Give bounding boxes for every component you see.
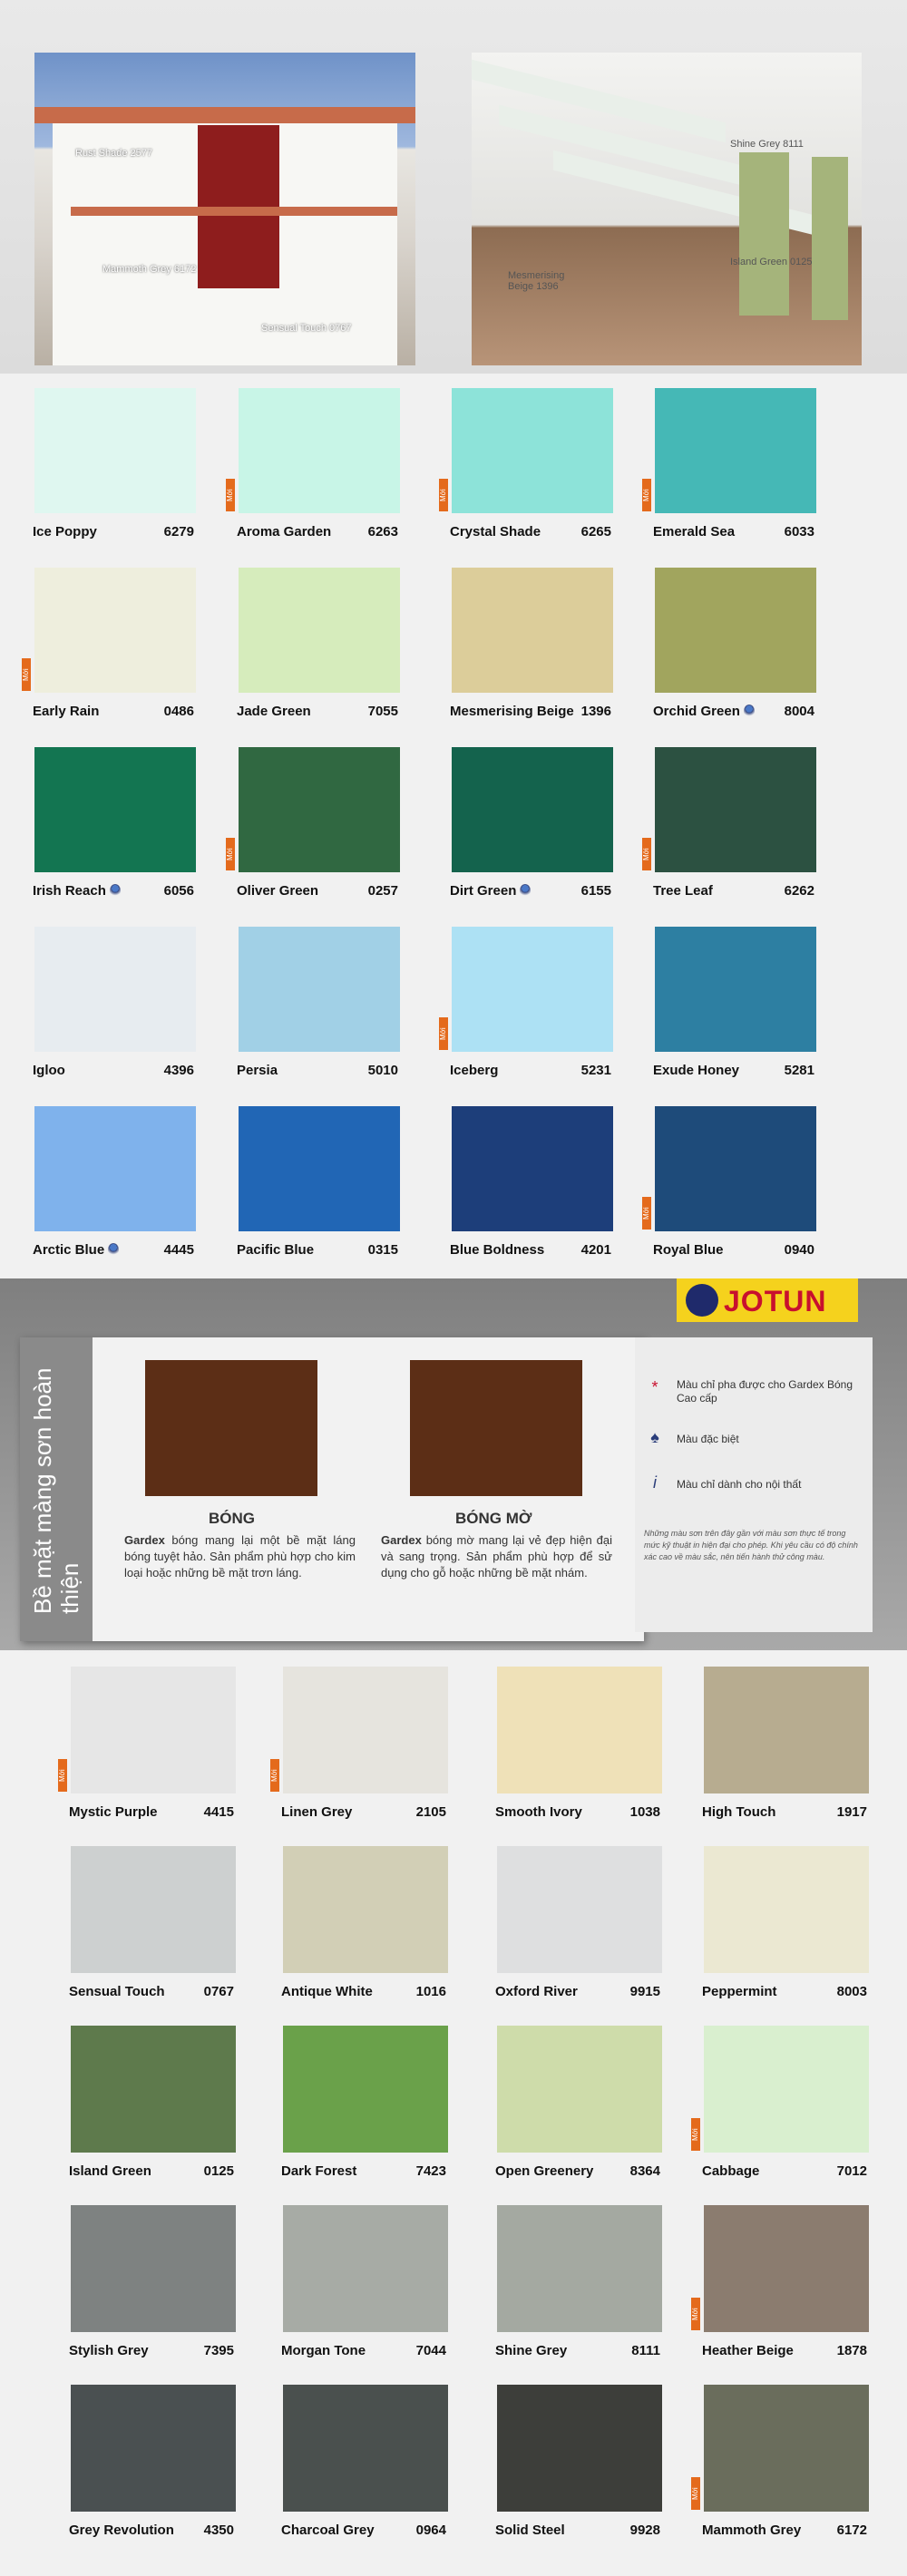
new-badge: Mới	[439, 1017, 448, 1050]
color-swatch[interactable]	[655, 1106, 816, 1231]
color-name-text: Orchid Green	[653, 704, 740, 719]
color-name-text: Oliver Green	[237, 883, 319, 899]
color-name-text: Iceberg	[450, 1063, 499, 1078]
color-code: 0486	[163, 704, 194, 719]
penguin-logo-icon	[686, 1284, 718, 1317]
color-swatch[interactable]	[283, 2205, 448, 2332]
color-name-text: Island Green	[69, 2163, 151, 2179]
color-name	[702, 1984, 777, 1999]
color-code: 0315	[367, 1242, 398, 1258]
color-name	[702, 2523, 801, 2538]
color-name	[69, 2343, 149, 2358]
color-name	[281, 2163, 356, 2179]
color-name	[653, 883, 713, 899]
photo-label: Rust Shade 2577	[75, 148, 153, 159]
color-swatch[interactable]	[239, 927, 400, 1052]
color-name	[702, 2163, 759, 2179]
color-name	[495, 2163, 593, 2179]
color-name	[495, 2343, 567, 2358]
matte-title: BÓNG MỜ	[455, 1510, 532, 1527]
penguin-icon: ♠	[650, 1428, 659, 1446]
color-swatch[interactable]	[704, 1667, 869, 1793]
color-code: 7012	[836, 2163, 867, 2179]
color-swatch[interactable]	[497, 1667, 662, 1793]
color-name	[450, 1063, 498, 1078]
color-name	[653, 524, 735, 540]
color-swatch[interactable]	[704, 2205, 869, 2332]
special-color-icon	[108, 1243, 119, 1256]
color-name	[281, 1984, 373, 1999]
photo-label: Shine Grey 8111	[730, 139, 804, 150]
color-swatch[interactable]	[71, 1846, 236, 1973]
color-swatch[interactable]	[239, 568, 400, 693]
color-swatch[interactable]	[497, 2026, 662, 2153]
color-name	[495, 2523, 565, 2538]
color-swatch[interactable]	[34, 927, 196, 1052]
color-code: 1396	[580, 704, 611, 719]
jotun-logo	[677, 1278, 858, 1322]
color-swatch[interactable]	[497, 2385, 662, 2512]
color-name	[237, 883, 318, 899]
color-swatch[interactable]	[655, 568, 816, 693]
green-wall	[812, 157, 848, 320]
logo-text: JOTUN	[724, 1285, 827, 1317]
color-code: 6279	[163, 524, 194, 540]
color-code: 7044	[415, 2343, 446, 2358]
exterior-house-photo	[34, 53, 415, 365]
matte-color-chip	[410, 1360, 582, 1496]
color-name-text: Exude Honey	[653, 1063, 740, 1078]
color-code: 4201	[580, 1242, 611, 1258]
asterisk-icon: *	[651, 1378, 658, 1396]
color-swatch[interactable]	[452, 568, 613, 693]
house-roof	[34, 107, 415, 123]
color-swatch[interactable]	[34, 747, 196, 872]
finish-card-side	[20, 1337, 93, 1641]
color-swatch[interactable]	[71, 2205, 236, 2332]
color-name-text: Royal Blue	[653, 1242, 724, 1258]
new-badge: Mới	[642, 1197, 651, 1230]
color-name-text: Sensual Touch	[69, 1984, 165, 1999]
color-name-text: Mammoth Grey	[702, 2523, 802, 2538]
color-name	[281, 1804, 352, 1820]
legend-panel	[635, 1337, 873, 1632]
color-code: 0767	[203, 1984, 234, 1999]
color-name-text: Solid Steel	[495, 2523, 565, 2538]
color-code: 6033	[784, 524, 814, 540]
color-code: 0257	[367, 883, 398, 899]
color-swatch[interactable]	[34, 568, 196, 693]
color-code: 6262	[784, 883, 814, 899]
color-name	[281, 2523, 375, 2538]
color-swatch[interactable]	[34, 388, 196, 513]
color-name-text: Heather Beige	[702, 2343, 794, 2358]
color-swatch[interactable]	[239, 388, 400, 513]
color-swatch[interactable]	[452, 927, 613, 1052]
color-name	[653, 704, 755, 719]
color-swatch[interactable]	[34, 1106, 196, 1231]
new-badge: Mới	[691, 2477, 700, 2510]
color-code: 1016	[415, 1984, 446, 1999]
color-name	[237, 704, 311, 719]
color-name-text: Oxford River	[495, 1984, 578, 1999]
gloss-brand: Gardex	[124, 1533, 165, 1547]
new-badge: Mới	[58, 1759, 67, 1792]
photo-label: Sensual Touch 0767	[261, 323, 352, 334]
matte-brand: Gardex	[381, 1533, 422, 1547]
color-code: 0125	[203, 2163, 234, 2179]
new-badge: Mới	[22, 658, 31, 691]
new-badge: Mới	[642, 479, 651, 511]
color-name-text: Blue Boldness	[450, 1242, 545, 1258]
color-name-text: Cabbage	[702, 2163, 760, 2179]
color-code: 4415	[203, 1804, 234, 1820]
color-name	[33, 1063, 65, 1078]
color-code: 8364	[629, 2163, 660, 2179]
color-name-text: Irish Reach	[33, 883, 106, 899]
info-icon: i	[653, 1473, 657, 1492]
gloss-title: BÓNG	[209, 1510, 255, 1527]
color-code: 2105	[415, 1804, 446, 1820]
new-badge: Mới	[439, 479, 448, 511]
color-name-text: Smooth Ivory	[495, 1804, 582, 1820]
color-code: 7055	[367, 704, 398, 719]
interior-room-photo	[472, 53, 862, 365]
color-code: 5010	[367, 1063, 398, 1078]
color-name	[450, 1242, 544, 1258]
color-name	[450, 883, 531, 899]
special-color-icon	[110, 884, 121, 897]
color-swatch[interactable]	[497, 1846, 662, 1973]
house-eave	[71, 207, 397, 216]
color-code: 6056	[163, 883, 194, 899]
color-name	[237, 1242, 314, 1258]
color-code: 1917	[836, 1804, 867, 1820]
color-name-text: Stylish Grey	[69, 2343, 149, 2358]
gloss-desc-text: bóng mang lại một bề mặt láng bóng tuyệt hảo. Sản phẩm phù hợp cho kim loại hoặc những bề mặt trơn láng.	[124, 1533, 356, 1580]
color-name-text: Early Rain	[33, 704, 100, 719]
color-name	[69, 1984, 165, 1999]
photo-label: Mesmerising Beige 1396	[508, 270, 565, 292]
color-code: 0940	[784, 1242, 814, 1258]
color-name	[281, 2343, 366, 2358]
color-name-text: Shine Grey	[495, 2343, 568, 2358]
new-badge: Mới	[691, 2118, 700, 2151]
gloss-color-chip	[145, 1360, 317, 1496]
color-swatch[interactable]	[704, 1846, 869, 1973]
color-name	[653, 1242, 724, 1258]
color-name-text: Pacific Blue	[237, 1242, 315, 1258]
color-code: 4350	[203, 2523, 234, 2538]
color-name	[495, 1804, 582, 1820]
photo-label: Mammoth Grey 6172	[102, 264, 197, 275]
legend-item: Màu chỉ dành cho nội thất	[677, 1478, 802, 1491]
new-badge: Mới	[226, 838, 235, 870]
color-name	[69, 2163, 151, 2179]
color-name-text: Crystal Shade	[450, 524, 541, 540]
color-code: 0964	[415, 2523, 446, 2538]
color-name-text: Peppermint	[702, 1984, 777, 1999]
color-code: 9915	[629, 1984, 660, 1999]
new-badge: Mới	[270, 1759, 279, 1792]
color-swatch[interactable]	[239, 1106, 400, 1231]
color-code: 5231	[580, 1063, 611, 1078]
color-name-text: Morgan Tone	[281, 2343, 366, 2358]
new-badge: Mới	[642, 838, 651, 870]
color-swatch[interactable]	[704, 2385, 869, 2512]
color-swatch[interactable]	[71, 1667, 236, 1793]
color-code: 7395	[203, 2343, 234, 2358]
color-swatch[interactable]	[452, 388, 613, 513]
color-swatch[interactable]	[655, 927, 816, 1052]
photo-banner	[0, 0, 907, 374]
legend-item: Màu chỉ pha được cho Gardex Bóng Cao cấp	[677, 1378, 853, 1405]
color-name	[450, 704, 574, 719]
color-swatch[interactable]	[283, 2026, 448, 2153]
color-swatch[interactable]	[283, 2385, 448, 2512]
color-name-text: Arctic Blue	[33, 1242, 105, 1258]
legend-note: Những màu sơn trên đây gần với màu sơn thực tế trong mức kỹ thuật in hiện đại cho phép. Khi yêu cầu có độ chính xác cao về màu sắc, nên tiến hành thử công màu.	[644, 1529, 858, 1561]
color-name	[33, 883, 121, 899]
new-badge: Mới	[691, 2298, 700, 2330]
color-code: 6263	[367, 524, 398, 540]
color-code: 9928	[629, 2523, 660, 2538]
color-name-text: Aroma Garden	[237, 524, 332, 540]
color-code: 6265	[580, 524, 611, 540]
color-swatch[interactable]	[655, 388, 816, 513]
color-code: 1038	[629, 1804, 660, 1820]
color-code: 4396	[163, 1063, 194, 1078]
color-name-text: Emerald Sea	[653, 524, 736, 540]
color-name	[33, 704, 99, 719]
color-code: 5281	[784, 1063, 814, 1078]
color-code: 8004	[784, 704, 814, 719]
matte-description	[381, 1532, 612, 1581]
gloss-description	[124, 1532, 356, 1581]
color-code: 6172	[836, 2523, 867, 2538]
color-name-text: Grey Revolution	[69, 2523, 174, 2538]
color-swatch[interactable]	[452, 747, 613, 872]
color-swatch[interactable]	[452, 1106, 613, 1231]
green-wall	[739, 152, 789, 316]
color-name	[237, 1063, 278, 1078]
special-color-icon	[520, 884, 531, 897]
color-name	[653, 1063, 739, 1078]
color-name	[450, 524, 541, 540]
color-swatch[interactable]	[497, 2205, 662, 2332]
color-swatch[interactable]	[704, 2026, 869, 2153]
color-name-text: Dark Forest	[281, 2163, 357, 2179]
color-name	[33, 524, 97, 540]
color-name-text: Charcoal Grey	[281, 2523, 375, 2538]
color-name	[702, 1804, 775, 1820]
color-swatch[interactable]	[71, 2385, 236, 2512]
color-name	[495, 1984, 578, 1999]
color-name	[33, 1242, 119, 1258]
color-code: 7423	[415, 2163, 446, 2179]
color-swatch[interactable]	[71, 2026, 236, 2153]
matte-desc-text: bóng mờ mang lại vẻ đẹp hiện đại và sang trọng. Sản phẩm phù hợp để sử dụng cho gỗ hoặc những bề mặt nhám.	[381, 1533, 612, 1580]
color-name-text: High Touch	[702, 1804, 776, 1820]
color-name	[69, 1804, 158, 1820]
color-swatch[interactable]	[283, 1667, 448, 1793]
color-name-text: Mesmerising Beige	[450, 704, 574, 719]
color-name-text: Igloo	[33, 1063, 65, 1078]
color-swatch[interactable]	[283, 1846, 448, 1973]
photo-label: Island Green 0125	[730, 257, 813, 267]
color-code: 6155	[580, 883, 611, 899]
color-name	[702, 2343, 794, 2358]
color-name-text: Linen Grey	[281, 1804, 353, 1820]
color-name-text: Tree Leaf	[653, 883, 713, 899]
finish-card	[20, 1337, 644, 1641]
color-swatch[interactable]	[655, 747, 816, 872]
color-name-text: Jade Green	[237, 704, 311, 719]
special-color-icon	[744, 705, 755, 717]
color-code: 8111	[631, 2343, 660, 2358]
new-badge: Mới	[226, 479, 235, 511]
color-name-text: Persia	[237, 1063, 278, 1078]
color-name	[69, 2523, 174, 2538]
color-name-text: Open Greenery	[495, 2163, 594, 2179]
finish-side-title: Bề mặt màng sơn hoàn thiện	[29, 1367, 83, 1614]
legend-item: Màu đặc biệt	[677, 1433, 739, 1445]
color-name-text: Mystic Purple	[69, 1804, 158, 1820]
color-name	[237, 524, 331, 540]
color-code: 1878	[836, 2343, 867, 2358]
color-name-text: Dirt Green	[450, 883, 517, 899]
color-code: 8003	[836, 1984, 867, 1999]
color-name-text: Ice Poppy	[33, 524, 97, 540]
color-name-text: Antique White	[281, 1984, 373, 1999]
color-code: 4445	[163, 1242, 194, 1258]
color-swatch[interactable]	[239, 747, 400, 872]
